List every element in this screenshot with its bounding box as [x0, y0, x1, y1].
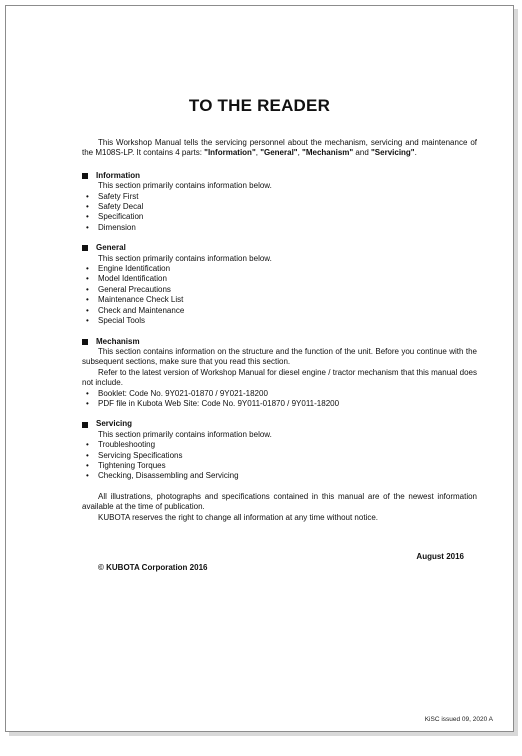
bullet-icon: • [86, 284, 89, 294]
list-item-text: Safety First [98, 191, 139, 201]
bullet-icon: • [86, 222, 89, 232]
intro-part-general: "General" [260, 148, 298, 158]
square-bullet-icon [82, 339, 88, 345]
intro-sep: , [255, 148, 261, 158]
section-general [82, 243, 477, 326]
square-bullet-icon [82, 245, 88, 251]
list-item [82, 389, 477, 399]
list-item-text: Safety Decal [98, 202, 144, 212]
list-item [82, 461, 477, 471]
list-item-text: PDF file in Kubota Web Site: Code No. 9Y011-01870 / 9Y011-18200 [98, 398, 340, 408]
list-item-text: Checking, Disassembling and Servicing [98, 471, 239, 481]
bullet-icon: • [86, 471, 89, 481]
intro-text: This Workshop Manual tells the servicing personnel about the mechanism, servicing and maintenance of the M108S-LP. It contains 4 parts: [82, 138, 477, 158]
bullet-icon: • [86, 295, 89, 305]
document-page [5, 5, 514, 732]
square-bullet-icon [82, 173, 88, 179]
section-information [82, 171, 477, 233]
bullet-icon: • [86, 440, 89, 450]
closing-paragraph-1: All illustrations, photographs and specifications contained in this manual are of the newest information available at the time of publication. [82, 491, 477, 512]
section-heading-text: Information [96, 170, 140, 180]
list-item-text: Servicing Specifications [98, 450, 183, 460]
list-item [82, 440, 477, 450]
section-heading [82, 243, 477, 253]
document-body [82, 138, 477, 523]
publication-date: August 2016 [416, 552, 464, 561]
list-item [82, 264, 477, 274]
list-item-text: General Precautions [98, 284, 171, 294]
bullet-icon: • [86, 305, 89, 315]
intro-paragraph [82, 138, 477, 159]
bullet-icon: • [86, 264, 89, 274]
list-item-text: Specification [98, 212, 144, 222]
list-item-text: Tightening Torques [98, 460, 166, 470]
list-item [82, 306, 477, 316]
list-item-text: Engine Identification [98, 264, 171, 274]
intro-end: . [414, 148, 417, 158]
bullet-icon: • [86, 388, 89, 398]
section-heading-text: Servicing [96, 419, 133, 429]
bullet-icon: • [86, 460, 89, 470]
section-heading [82, 171, 477, 181]
list-item [82, 202, 477, 212]
list-item [82, 295, 477, 305]
list-item-text: Booklet: Code No. 9Y021-01870 / 9Y021-18200 [98, 388, 268, 398]
list-item [82, 399, 477, 409]
bullet-icon: • [86, 274, 89, 284]
section-heading [82, 419, 477, 429]
list-item [82, 451, 477, 461]
page-title: TO THE READER [188, 96, 331, 115]
intro-part-information: "Information" [204, 148, 256, 158]
list-item-text: Check and Maintenance [98, 305, 185, 315]
section-heading-text: Mechanism [96, 336, 140, 346]
square-bullet-icon [82, 422, 88, 428]
intro-sep: and [353, 148, 371, 158]
list-item-text: Maintenance Check List [98, 295, 184, 305]
bullet-icon: • [86, 398, 89, 408]
list-item [82, 212, 477, 222]
list-item [82, 316, 477, 326]
section-description: This section primarily contains information below. [98, 181, 272, 191]
section-mechanism [82, 337, 477, 410]
list-item-text: Troubleshooting [98, 440, 156, 450]
list-item-text: Dimension [98, 222, 136, 232]
list-item [82, 285, 477, 295]
section-description: This section contains information on the structure and the function of the unit. Before you continue with the subsequent sections, make sure that you read this section. [82, 346, 477, 367]
bullet-icon: • [86, 202, 89, 212]
list-item [82, 223, 477, 233]
footer-issue-note: KiSC issued 09, 2020 A [424, 716, 493, 723]
intro-sep: , [297, 148, 303, 158]
section-description-2: Refer to the latest version of Workshop Manual for diesel engine / tractor mechanism that this manual does not include. [82, 367, 477, 388]
section-list [82, 192, 477, 234]
list-item-text: Model Identification [98, 274, 167, 284]
section-description: This section primarily contains information below. [98, 253, 272, 263]
list-item [82, 274, 477, 284]
copyright-notice: © KUBOTA Corporation 2016 [98, 563, 208, 572]
bullet-icon: • [86, 212, 89, 222]
bullet-icon: • [86, 450, 89, 460]
section-heading-text: General [96, 243, 126, 253]
intro-part-servicing: "Servicing" [371, 148, 415, 158]
bullet-icon: • [86, 191, 89, 201]
section-list [82, 389, 477, 410]
closing-paragraph-2: KUBOTA reserves the right to change all information at any time without notice. [98, 512, 378, 522]
section-heading [82, 337, 477, 347]
list-item [82, 192, 477, 202]
list-item-text: Special Tools [98, 316, 145, 326]
section-list [82, 264, 477, 326]
section-servicing [82, 419, 477, 481]
section-description: This section primarily contains information below. [98, 429, 272, 439]
intro-part-mechanism: "Mechanism" [302, 148, 354, 158]
list-item [82, 471, 477, 481]
section-list [82, 440, 477, 482]
bullet-icon: • [86, 316, 89, 326]
